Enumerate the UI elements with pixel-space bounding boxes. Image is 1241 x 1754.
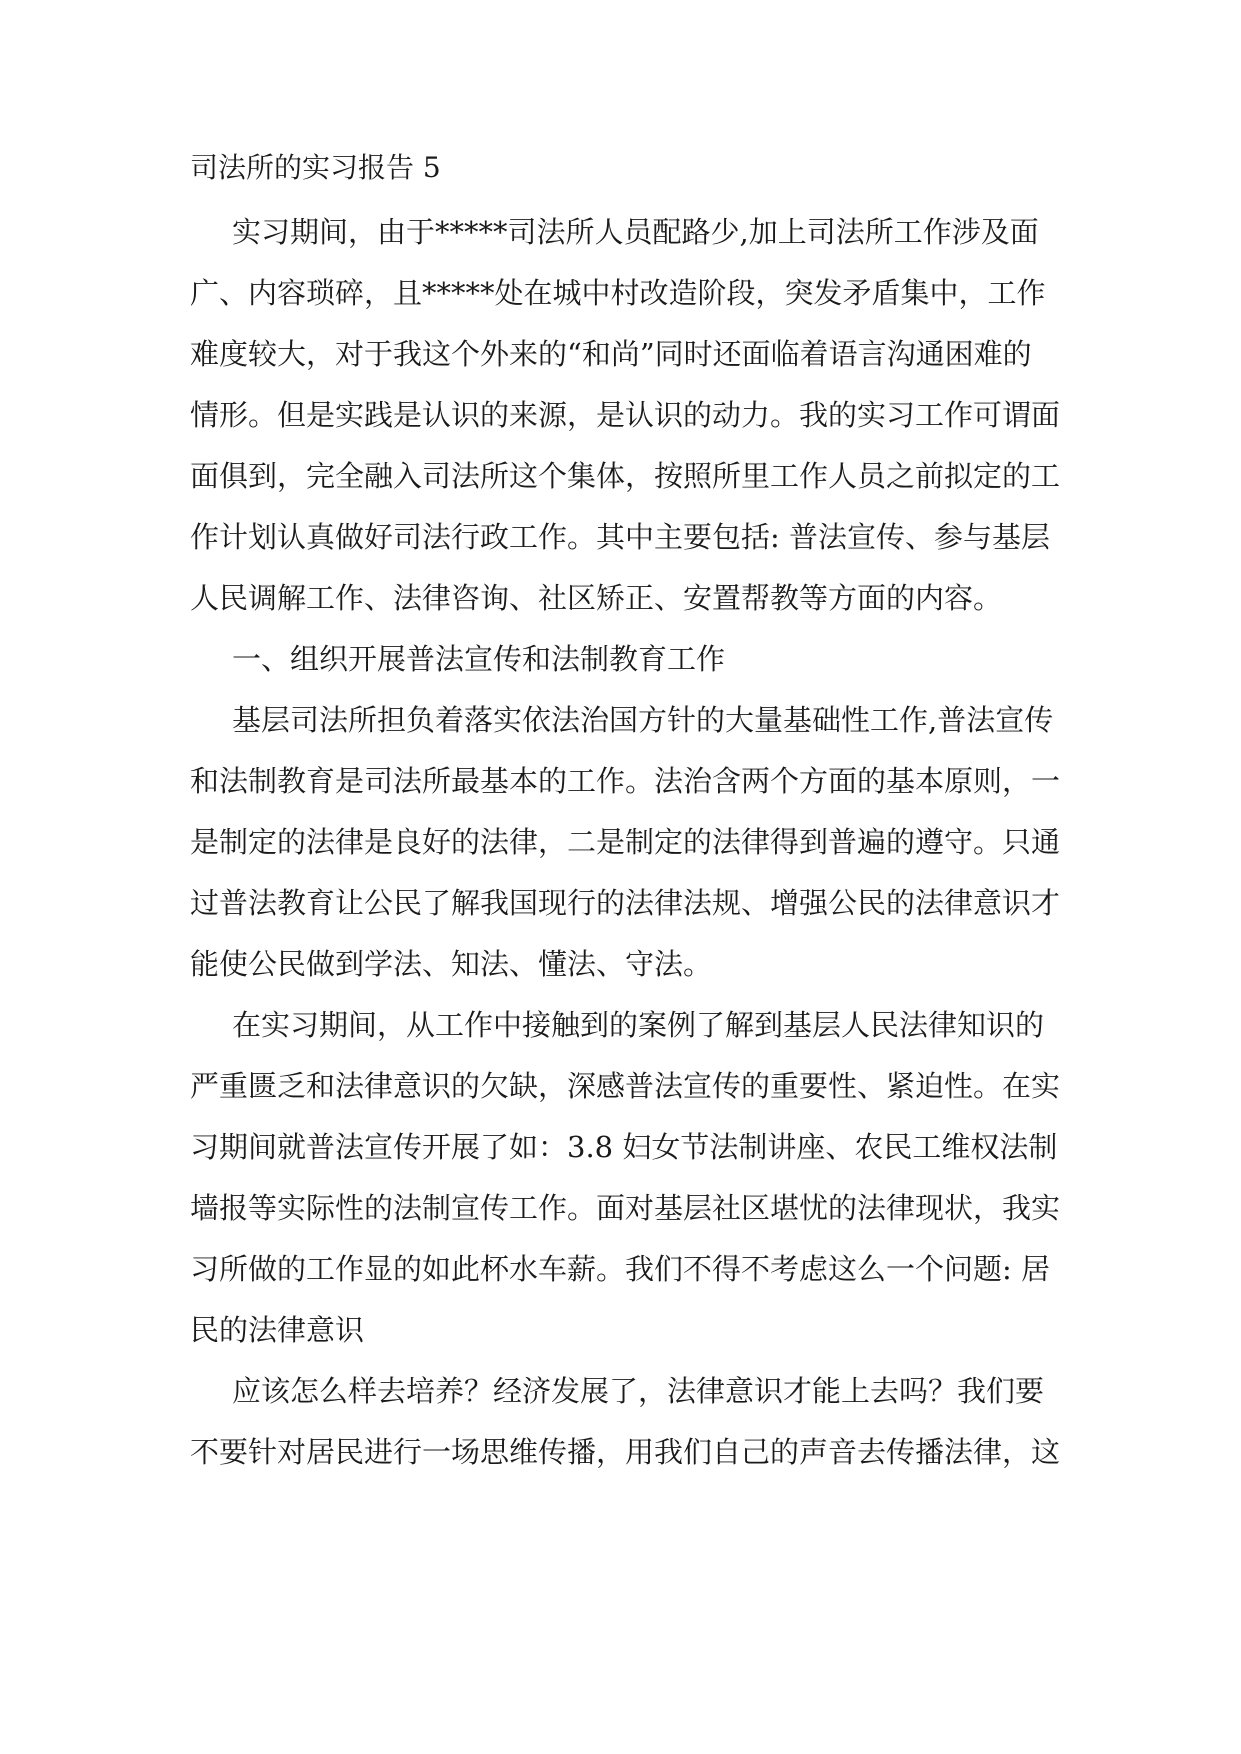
paragraph-line: 面俱到，完全融入司法所这个集体，按照所里工作人员之前拟定的工 [190, 459, 1061, 493]
paragraph-line: 严重匮乏和法律意识的欠缺，深感普法宣传的重要性、紧迫性。在实 [190, 1069, 1061, 1103]
paragraph-line: 在实习期间，从工作中接触到的案例了解到基层人民法律知识的 [232, 1008, 1045, 1042]
paragraph-line: 能使公民做到学法、知法、懂法、守法。 [190, 947, 713, 981]
paragraph-line: 民的法律意识 [190, 1313, 365, 1347]
paragraph-line: 人民调解工作、法律咨询、社区矫正、安置帮教等方面的内容。 [190, 581, 1003, 615]
paragraph-line: 墙报等实际性的法制宣传工作。面对基层社区堪忧的法律现状，我实 [190, 1191, 1061, 1225]
paragraph-line: 情形。但是实践是认识的来源，是认识的动力。我的实习工作可谓面 [190, 398, 1061, 432]
document-title: 司法所的实习报告 5 [190, 151, 441, 184]
paragraph-line: 和法制教育是司法所最基本的工作。法治含两个方面的基本原则，一 [190, 764, 1061, 798]
paragraph-line: 过普法教育让公民了解我国现行的法律法规、增强公民的法律意识才 [190, 886, 1061, 920]
paragraph-line: 是制定的法律是良好的法律，二是制定的法律得到普遍的遵守。只通 [190, 825, 1061, 859]
paragraph-line: 广、内容琐碎，且*****处在城中村改造阶段，突发矛盾集中，工作 [190, 276, 1046, 310]
paragraph-line: 难度较大，对于我这个外来的“和尚”同时还面临着语言沟通困难的 [190, 337, 1032, 371]
paragraph-line: 应该怎么样去培养？经济发展了，法律意识才能上去吗？我们要 [232, 1374, 1045, 1408]
paragraph-line: 习所做的工作显的如此杯水车薪。我们不得不考虑这么一个问题: 居 [190, 1252, 1050, 1286]
paragraph-line: 作计划认真做好司法行政工作。其中主要包括: 普法宣传、参与基层 [190, 520, 1050, 554]
paragraph-line: 实习期间，由于*****司法所人员配路少,加上司法所工作涉及面 [232, 215, 1039, 249]
paragraph-line: 不要针对居民进行一场思维传播，用我们自己的声音去传播法律，这 [190, 1435, 1061, 1469]
paragraph-line: 基层司法所担负着落实依法治国方针的大量基础性工作,普法宣传 [232, 703, 1054, 737]
paragraph-line: 习期间就普法宣传开展了如：3.8 妇女节法制讲座、农民工维权法制 [190, 1130, 1058, 1164]
section-heading: 一、组织开展普法宣传和法制教育工作 [232, 642, 726, 676]
